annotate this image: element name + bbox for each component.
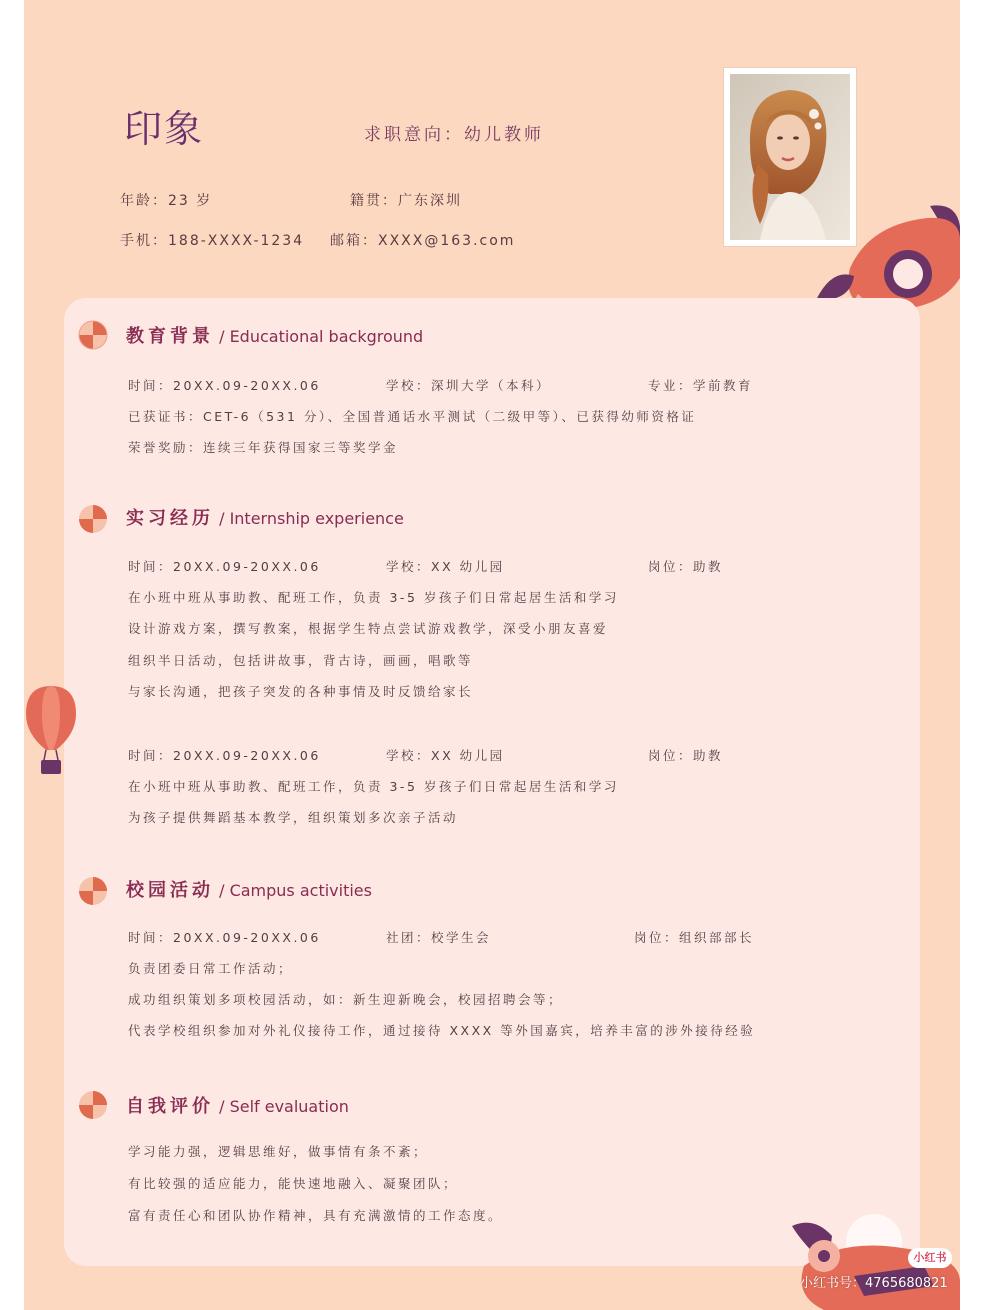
- job2-line: 为孩子提供舞蹈基本教学，组织策划多次亲子活动: [128, 810, 459, 825]
- job2-line: 在小班中班从事助教、配班工作，负责 3-5 岁孩子们日常起居生活和学习: [128, 779, 619, 794]
- job2-school: 学校：XX 幼儿园: [386, 748, 505, 763]
- self-title-zh: 自我评价: [126, 1096, 214, 1117]
- job2-time: 时间：20XX.09-20XX.06: [128, 748, 321, 763]
- internship-title-en: / Internship experience: [214, 509, 404, 528]
- beach-ball-icon: [78, 1090, 108, 1120]
- education-title-zh: 教育背景: [126, 326, 214, 347]
- job1-post: 岗位：助教: [648, 559, 724, 574]
- self-title-en: / Self evaluation: [214, 1097, 349, 1116]
- resume-page: [24, 0, 960, 1310]
- self-title: [126, 1092, 349, 1118]
- education-title: [126, 322, 423, 348]
- watermark-id: 小红书号：4765680821: [800, 1276, 948, 1291]
- age: 年龄：23 岁: [120, 193, 213, 209]
- self-line: 有比较强的适应能力，能快速地融入、凝聚团队；: [128, 1176, 459, 1191]
- job1-line: 与家长沟通，把孩子突发的各种事情及时反馈给家长: [128, 684, 474, 699]
- education-title-en: / Educational background: [214, 327, 424, 346]
- origin: 籍贯：广东深圳: [350, 193, 462, 209]
- watermark-logo: 小红书: [908, 1248, 952, 1268]
- campus-time: 时间：20XX.09-20XX.06: [128, 930, 321, 945]
- education-time: 时间：20XX.09-20XX.06: [128, 378, 321, 393]
- education-awards: 荣誉奖励：连续三年获得国家三等奖学金: [128, 440, 399, 455]
- education-certs: 已获证书：CET-6（531 分）、全国普通话水平测试（二级甲等）、已获得幼师资格证: [128, 409, 697, 424]
- campus-post: 岗位：组织部部长: [634, 930, 755, 945]
- job2-post: 岗位：助教: [648, 748, 724, 763]
- campus-title: [126, 876, 372, 902]
- job1-line: 设计游戏方案，撰写教案，根据学生特点尝试游戏教学，深受小朋友喜爱: [128, 621, 609, 636]
- campus-line: 成功组织策划多项校园活动，如：新生迎新晚会，校园招聘会等；: [128, 992, 564, 1007]
- campus-club: 社团：校学生会: [386, 930, 492, 945]
- beach-ball-icon: [78, 876, 108, 906]
- campus-line: 负责团委日常工作活动；: [128, 961, 294, 976]
- campus-line: 代表学校组织参加对外礼仪接待工作，通过接待 XXXX 等外国嘉宾，培养丰富的涉外接待经验: [128, 1023, 756, 1038]
- self-line: 富有责任心和团队协作精神，具有充满激情的工作态度。: [128, 1208, 504, 1223]
- candidate-name: 印象: [124, 107, 205, 151]
- job1-line: 在小班中班从事助教、配班工作，负责 3-5 岁孩子们日常起居生活和学习: [128, 590, 619, 605]
- self-line: 学习能力强，逻辑思维好，做事情有条不紊；: [128, 1144, 429, 1159]
- phone: 手机：188-XXXX-1234: [120, 233, 305, 249]
- campus-title-zh: 校园活动: [126, 880, 214, 901]
- email: 邮箱：XXXX@163.com: [330, 233, 516, 249]
- internship-title: [126, 504, 404, 530]
- job1-school: 学校：XX 幼儿园: [386, 559, 505, 574]
- internship-title-zh: 实习经历: [126, 508, 214, 529]
- hot-air-balloon-icon: [24, 684, 78, 776]
- campus-title-en: / Campus activities: [214, 881, 372, 900]
- job1-line: 组织半日活动，包括讲故事，背古诗，画画，唱歌等: [128, 653, 474, 668]
- education-school: 学校：深圳大学（本科）: [386, 378, 552, 393]
- education-major: 专业：学前教育: [648, 378, 754, 393]
- job-intent: 求职意向：幼儿教师: [364, 125, 544, 145]
- job1-time: 时间：20XX.09-20XX.06: [128, 559, 321, 574]
- beach-ball-icon: [78, 504, 108, 534]
- beach-ball-icon: [78, 320, 108, 350]
